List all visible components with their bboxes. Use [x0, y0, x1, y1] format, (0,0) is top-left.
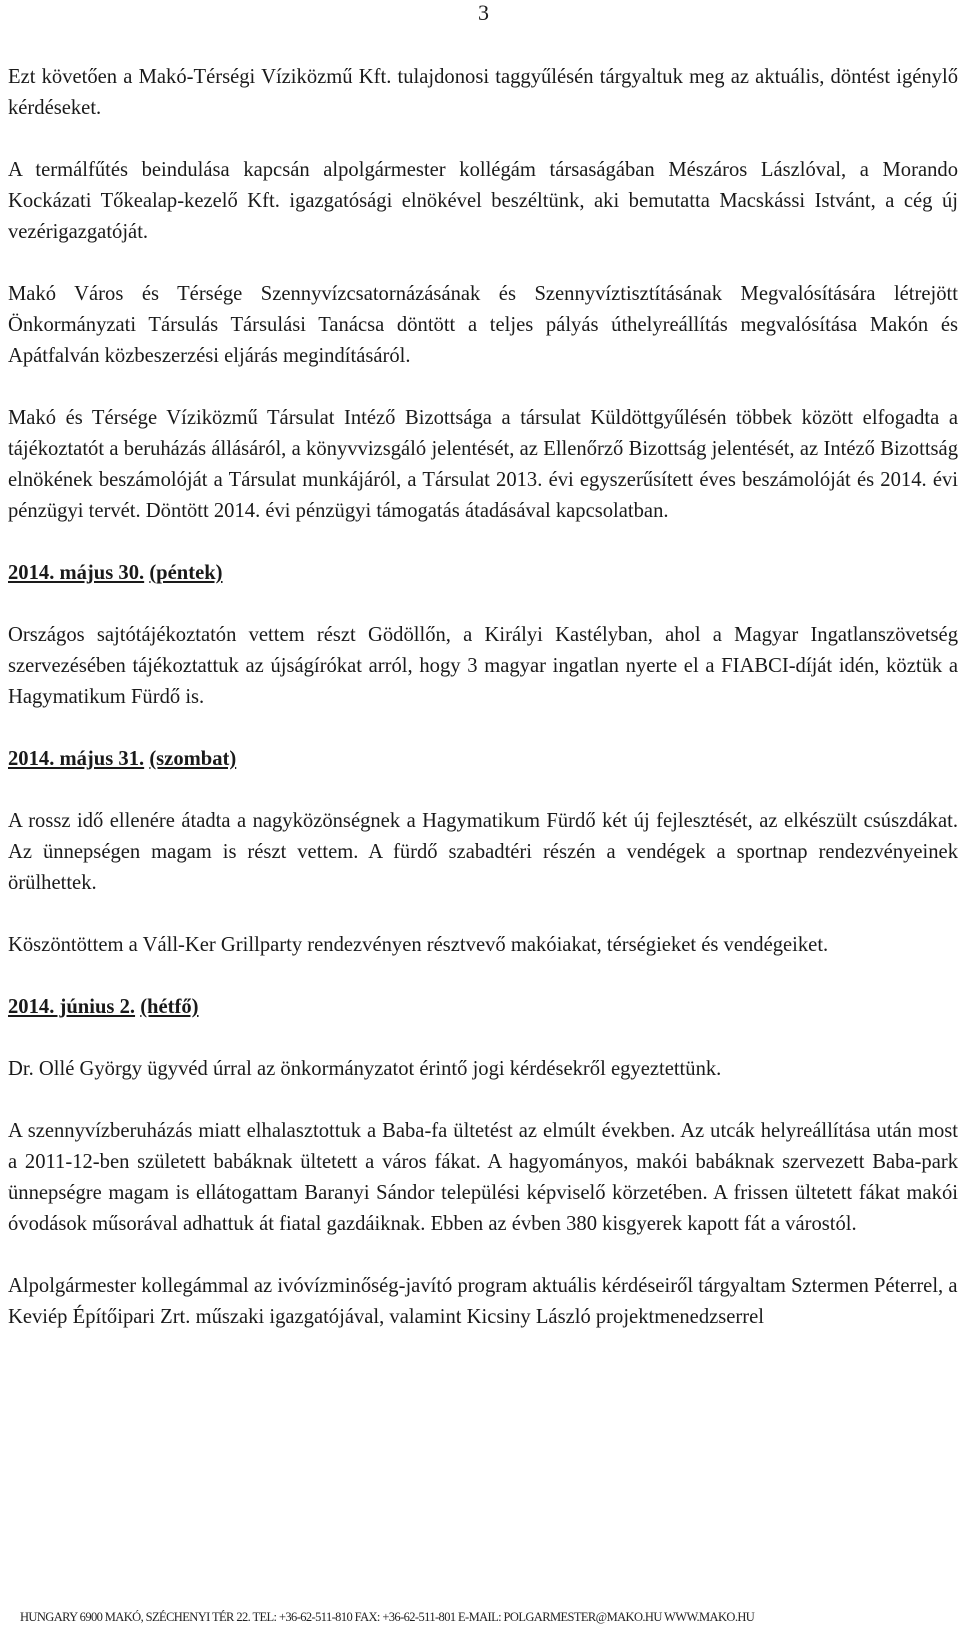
document-body	[8, 62, 958, 1333]
paragraph: Köszöntöttem a Váll-Ker Grillparty rendezvényen résztvevő makóiakat, térségieket és vendégeiket.	[8, 934, 829, 956]
heading-day: (péntek)	[149, 562, 223, 584]
paragraph: Ezt követően a Makó-Térségi Víziközmű Kft. tulajdonosi taggyűlésén tárgyaltuk meg az aktuális, döntést igénylő kérdéseket.	[8, 66, 958, 119]
paragraph: Makó és Térsége Víziközmű Társulat Intéző Bizottsága a társulat Küldöttgyűlésén többek között elfogadta a tájékoztatót a beruházás állásáról, a könyvvizsgáló jelentését, az Ellenőrző Bizottság jelentését, az Intéző Bizottság elnökének beszámolóját a Társulat munkájáról, a Társulat 2013. évi egyszerűsített éves beszámolóját és 2014. évi pénzügyi tervét. Döntött 2014. évi pénzügyi támogatás átadásával kapcsolatban.	[8, 407, 958, 522]
paragraph: Országos sajtótájékoztatón vettem részt Gödöllőn, a Királyi Kastélyban, ahol a Magyar Ingatlanszövetség szervezésében tájékoztattuk az újságírókat arról, hogy 3 magyar ingatlan nyerte el a FIABCI-díját idén, köztük a Hagymatikum Fürdő is.	[8, 624, 958, 708]
date-heading	[8, 992, 958, 1023]
paragraph: A termálfűtés beindulása kapcsán alpolgármester kollégám társaságában Mészáros Lászlóval, a Morando Kockázati Tőkealap-kezelő Kft. igazgatósági elnökével beszéltünk, aki bemutatta Macskássi Istvánt, a cég új vezérigazgatóját.	[8, 159, 958, 243]
paragraph: A rossz idő ellenére átadta a nagyközönségnek a Hagymatikum Fürdő két új fejlesztését, az elkészült csúszdákat. Az ünnepségen magam is részt vettem. A fürdő szabadtéri részén a vendégek a sportnap rendezvényeinek örülhettek.	[8, 810, 958, 894]
page-number: 3	[478, 0, 489, 25]
paragraph: Dr. Ollé György ügyvéd úrral az önkormányzatot érintő jogi kérdésekről egyeztettünk.	[8, 1058, 722, 1080]
paragraph: Alpolgármester kollegámmal az ivóvízminőség-javító program aktuális kérdéseiről tárgyaltam Sztermen Péterrel, a Keviép Építőipari Zrt. műszaki igazgatójával, valamint Kicsiny László projektmenedzserrel	[8, 1275, 958, 1328]
heading-date: 2014. május 30.	[8, 562, 145, 584]
heading-date: 2014. június 2.	[8, 996, 136, 1018]
footer-contact: HUNGARY 6900 MAKÓ, SZÉCHENYI TÉR 22. TEL: +36-62-511-810 FAX: +36-62-511-801 E-MAIL: POLGARMESTER@MAKO.HU WWW.MAKO.HU	[20, 1610, 755, 1624]
date-heading	[8, 558, 958, 589]
paragraph: A szennyvízberuházás miatt elhalasztottuk a Baba-fa ültetést az elmúlt években. Az utcák helyreállítása után most a 2011-12-ben született babáknak ültetett a város fákat. A hagyományos, makói babáknak szervezett Baba-park ünnepségre magam is ellátogattam Baranyi Sándor települési képviselő körzetében. A frissen ültetett fákat makói óvodások műsorával adhattuk át fiatal gazdáiknak. Ebben az évben 380 kisgyerek kapott fát a várostól.	[8, 1120, 958, 1235]
heading-date: 2014. május 31.	[8, 748, 145, 770]
heading-day: (szombat)	[149, 748, 237, 770]
date-heading	[8, 744, 958, 775]
paragraph: Makó Város és Térsége Szennyvízcsatornázásának és Szennyvíztisztításának Megvalósítására létrejött Önkormányzati Társulás Társulási Tanácsa döntött a teljes pályás úthelyreállítás megvalósítása Makón és Apátfalván közbeszerzési eljárás megindításáról.	[8, 283, 958, 367]
heading-day: (hétfő)	[140, 996, 199, 1018]
